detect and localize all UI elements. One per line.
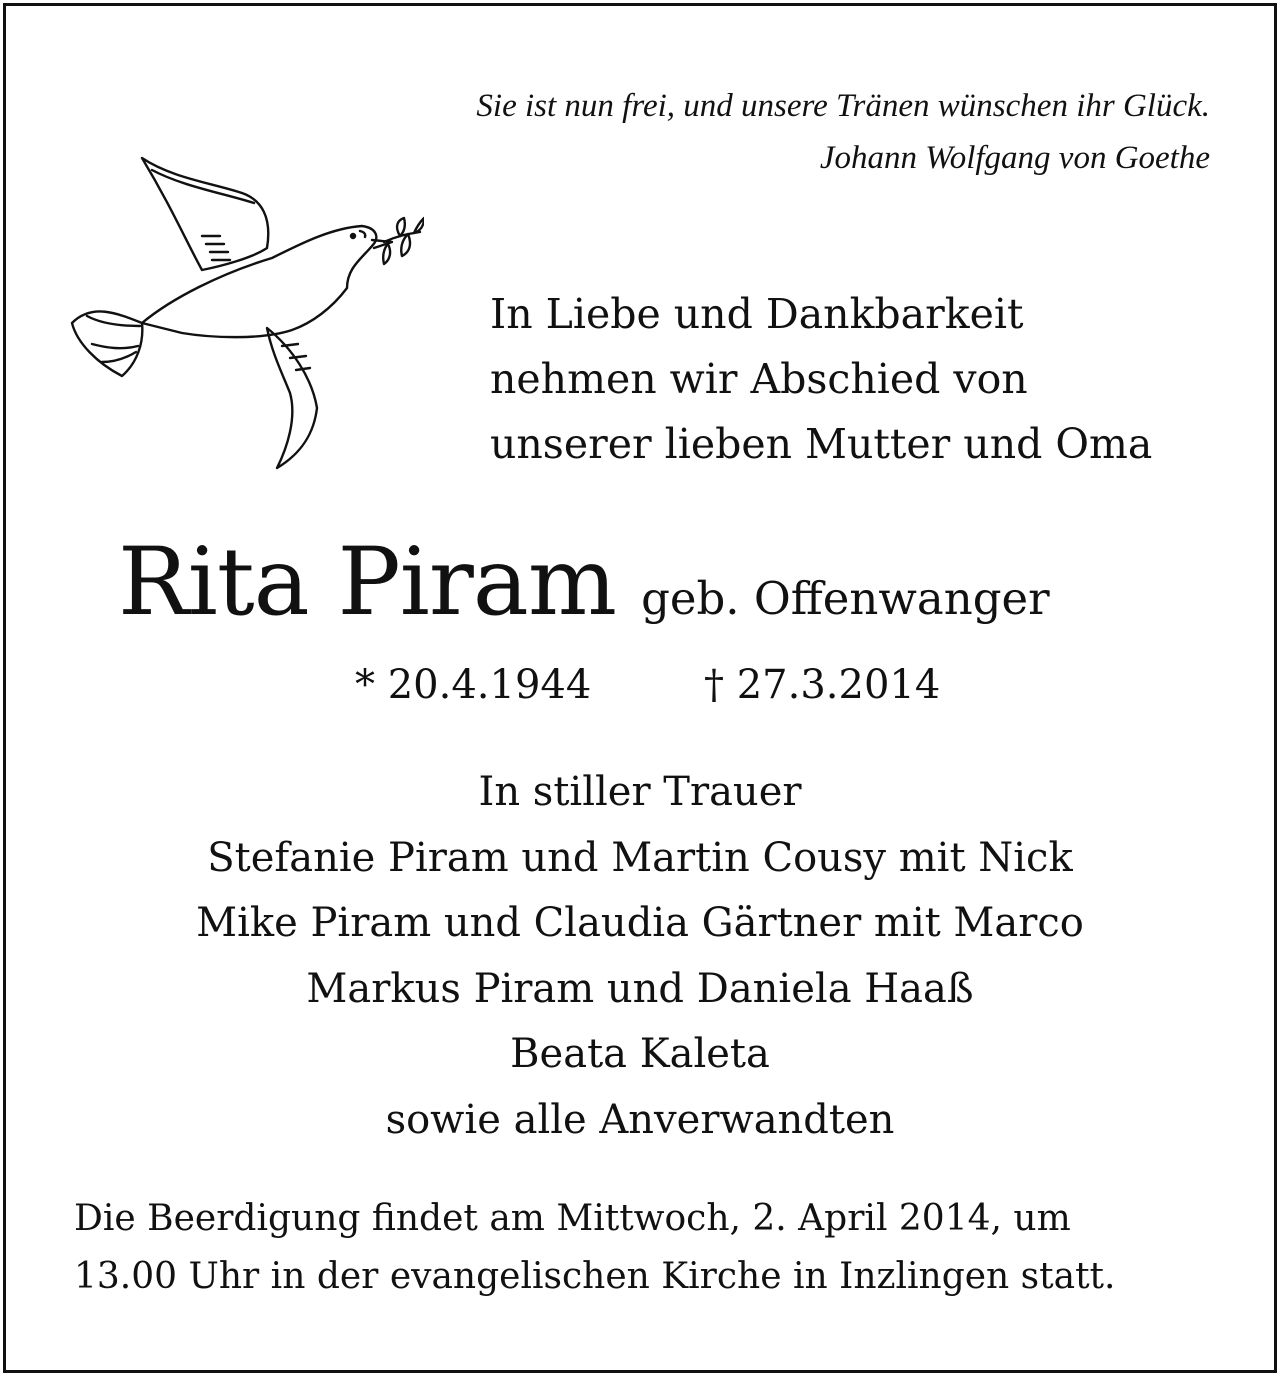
birth-name: geb. Offenwanger [641, 572, 1050, 625]
quote-text: Sie ist nun frei, und unsere Tränen wünschen ihr Glück. [476, 88, 1210, 124]
mourner-line: sowie alle Anverwandten [385, 1096, 895, 1143]
quote-author: Johann Wolfgang von Goethe [819, 140, 1210, 176]
death-date: † 27.3.2014 [704, 662, 941, 708]
mourner-line: Markus Piram und Daniela Haaß [306, 965, 974, 1012]
funeral-line: 13.00 Uhr in der evangelischen Kirche in Inzlingen statt. [74, 1256, 1116, 1297]
dove-with-olive-branch-icon [62, 148, 424, 478]
birth-date: * 20.4.1944 [355, 662, 592, 708]
life-dates [355, 662, 940, 708]
intro-line: unserer lieben Mutter und Oma [490, 420, 1153, 468]
intro-text [490, 282, 1152, 477]
funeral-notice [74, 1190, 1214, 1306]
mourners-heading: In stiller Trauer [478, 769, 802, 815]
intro-line: In Liebe und Dankbarkeit [490, 290, 1024, 338]
mourners-block [0, 760, 1280, 1153]
deceased-name: Rita Piram [118, 528, 616, 637]
intro-line: nehmen wir Abschied von [490, 355, 1028, 403]
deceased-name-line [118, 528, 1050, 637]
mourner-line: Beata Kaleta [510, 1031, 770, 1077]
mourner-line: Stefanie Piram und Martin Cousy mit Nick [207, 834, 1073, 881]
mourner-line: Mike Piram und Claudia Gärtner mit Marco [196, 900, 1084, 946]
goethe-quote [476, 80, 1210, 184]
funeral-line: Die Beerdigung findet am Mittwoch, 2. April 2014, um [74, 1198, 1071, 1239]
